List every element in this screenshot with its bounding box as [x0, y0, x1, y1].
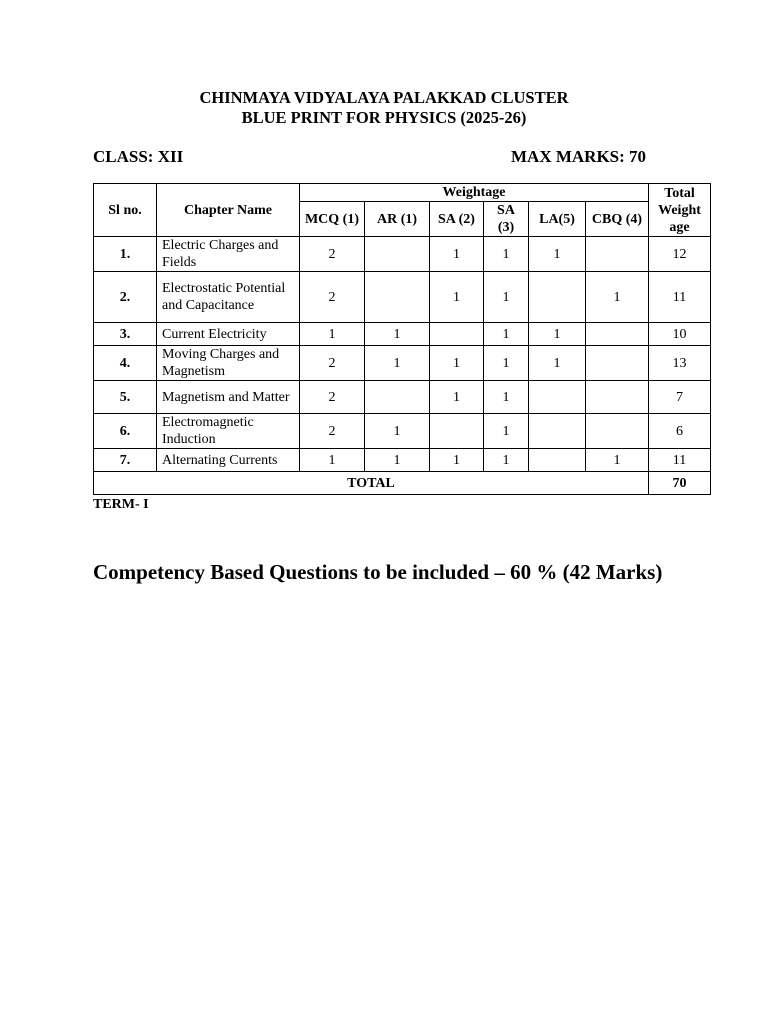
sl-no-cell: 6.	[94, 414, 157, 449]
sa3-cell: 1	[484, 346, 529, 381]
table-row	[94, 414, 711, 449]
sl-no-cell: 3.	[94, 323, 157, 346]
total-cell: 7	[649, 381, 711, 414]
la-cell	[529, 272, 586, 323]
header-ar: AR (1)	[365, 202, 430, 237]
header-cbq: CBQ (4)	[586, 202, 649, 237]
sa2-cell: 1	[430, 346, 484, 381]
chapter-cell: Electric Charges and Fields	[157, 237, 300, 272]
sl-no-cell: 7.	[94, 449, 157, 472]
school-title: CHINMAYA VIDYALAYA PALAKKAD CLUSTER	[199, 88, 569, 107]
cbq-cell	[586, 414, 649, 449]
table-row	[94, 237, 711, 272]
ar-cell	[365, 381, 430, 414]
la-cell: 1	[529, 323, 586, 346]
total-cell: 10	[649, 323, 711, 346]
chapter-cell: Electromagnetic Induction	[157, 414, 300, 449]
ar-cell	[365, 237, 430, 272]
header-chapter-name: Chapter Name	[157, 184, 300, 237]
table-row	[94, 449, 711, 472]
cbq-cell	[586, 323, 649, 346]
header-sa3: SA (3)	[484, 202, 529, 237]
chapter-cell: Current Electricity	[157, 323, 300, 346]
cbq-cell	[586, 237, 649, 272]
sa3-cell: 1	[484, 323, 529, 346]
sl-no-cell: 2.	[94, 272, 157, 323]
mcq-cell: 2	[300, 346, 365, 381]
table-row	[94, 272, 711, 323]
header-row-1	[94, 184, 711, 202]
sl-no-cell: 4.	[94, 346, 157, 381]
ar-cell: 1	[365, 449, 430, 472]
mcq-cell: 1	[300, 449, 365, 472]
header-sl-no: Sl no.	[94, 184, 157, 237]
term-label: TERM- I	[93, 497, 149, 512]
cbq-cell	[586, 346, 649, 381]
sa3-cell: 1	[484, 381, 529, 414]
total-cell: 12	[649, 237, 711, 272]
chapter-cell: Magnetism and Matter	[157, 381, 300, 414]
table-row	[94, 323, 711, 346]
document-title: BLUE PRINT FOR PHYSICS (2025-26)	[241, 108, 527, 127]
blueprint-table	[93, 183, 711, 495]
mcq-cell: 2	[300, 381, 365, 414]
sa2-cell	[430, 414, 484, 449]
la-cell: 1	[529, 237, 586, 272]
sa3-cell: 1	[484, 449, 529, 472]
competency-note: Competency Based Questions to be included – 60 % (42 Marks)	[93, 560, 663, 584]
class-label: CLASS: XII	[93, 147, 184, 166]
cbq-cell: 1	[586, 272, 649, 323]
total-cell: 11	[649, 449, 711, 472]
total-value: 70	[649, 472, 711, 495]
chapter-cell: Alternating Currents	[157, 449, 300, 472]
sa2-cell	[430, 323, 484, 346]
sa2-cell: 1	[430, 272, 484, 323]
la-cell: 1	[529, 346, 586, 381]
mcq-cell: 2	[300, 414, 365, 449]
sa3-cell: 1	[484, 237, 529, 272]
la-cell	[529, 381, 586, 414]
sl-no-cell: 1.	[94, 237, 157, 272]
cbq-cell	[586, 381, 649, 414]
table-row	[94, 346, 711, 381]
header-mcq: MCQ (1)	[300, 202, 365, 237]
header-sa2: SA (2)	[430, 202, 484, 237]
ar-cell: 1	[365, 414, 430, 449]
cbq-cell: 1	[586, 449, 649, 472]
la-cell	[529, 449, 586, 472]
header-total-weightage: Total Weight age	[649, 184, 711, 237]
header-weightage: Weightage	[300, 184, 649, 202]
total-cell: 11	[649, 272, 711, 323]
sa3-cell: 1	[484, 414, 529, 449]
table-row	[94, 381, 711, 414]
sa2-cell: 1	[430, 237, 484, 272]
ar-cell	[365, 272, 430, 323]
ar-cell: 1	[365, 346, 430, 381]
mcq-cell: 1	[300, 323, 365, 346]
ar-cell: 1	[365, 323, 430, 346]
sa3-cell: 1	[484, 272, 529, 323]
sl-no-cell: 5.	[94, 381, 157, 414]
total-label: TOTAL	[94, 472, 649, 495]
total-cell: 6	[649, 414, 711, 449]
max-marks-label: MAX MARKS: 70	[511, 147, 647, 166]
chapter-cell: Electrostatic Potential and Capacitance	[157, 272, 300, 323]
sa2-cell: 1	[430, 381, 484, 414]
sa2-cell: 1	[430, 449, 484, 472]
total-row	[94, 472, 711, 495]
mcq-cell: 2	[300, 237, 365, 272]
total-cell: 13	[649, 346, 711, 381]
header-la: LA(5)	[529, 202, 586, 237]
la-cell	[529, 414, 586, 449]
chapter-cell: Moving Charges and Magnetism	[157, 346, 300, 381]
mcq-cell: 2	[300, 272, 365, 323]
